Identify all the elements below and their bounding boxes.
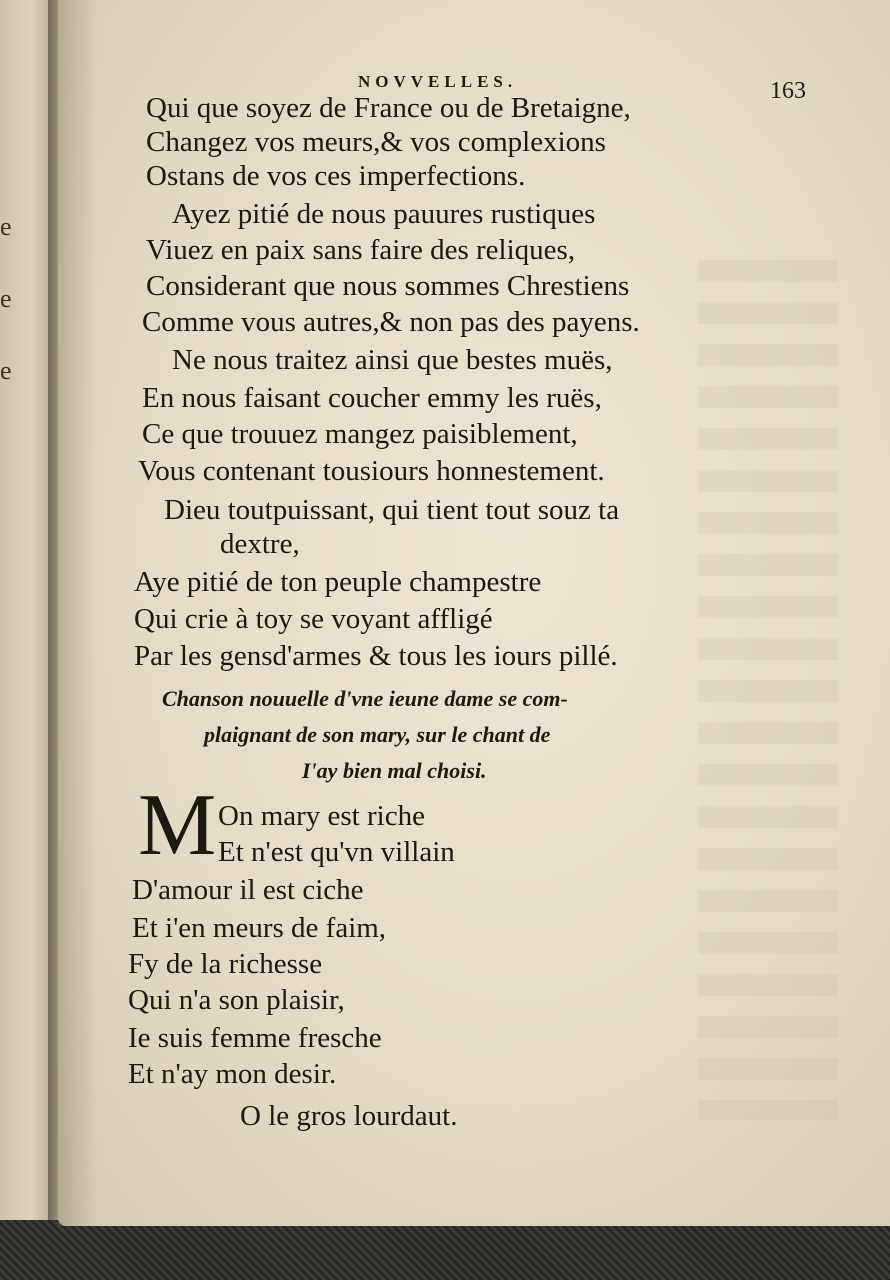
song-title-line: I'ay bien mal choisi. [302,758,487,783]
verse-line: Considerant que nous sommes Chrestiens [146,270,630,302]
song-line: D'amour il est ciche [132,874,364,906]
song-title-line: plaignant de son mary, sur le chant de [204,722,551,747]
left-page-char: e [0,284,12,313]
verse-line: Vous contenant tousiours honnestement. [138,455,605,487]
verse-line: Viuez en paix sans faire des reliques, [146,234,576,266]
verse-line: Ne nous traitez ainsi que bestes muës, [172,344,613,376]
song-line: Et n'ay mon desir. [128,1058,337,1090]
drop-cap: M [138,777,217,874]
song-line: Fy de la richesse [128,948,323,980]
verse-line: Qui crie à toy se voyant affligé [134,603,493,635]
song-title-line: Chanson nouuelle d'vne ieune dame se com- [162,686,568,711]
verse-line: Ce que trouuez mangez paisiblement, [142,418,578,450]
song-line: Et n'est qu'vn villain [218,836,455,868]
verse-line: Comme vous autres,& non pas des payens. [142,306,640,338]
song-line: On mary est riche [218,800,425,832]
verse-line: Par les gensd'armes & tous les iours pillé. [134,640,618,672]
verse-line: dextre, [220,528,300,560]
page-number: 163 [770,78,806,104]
verse-line: En nous faisant coucher emmy les ruës, [142,382,602,414]
verse-line: Ostans de vos ces imperfections. [146,160,526,192]
bleed-through-shadow [698,260,838,1120]
verse-line: Dieu toutpuissant, qui tient tout souz ta [164,494,620,526]
song-line: Qui n'a son plaisir, [128,984,345,1016]
left-page-char: e [0,212,12,241]
running-title: NOVVELLES. [358,72,518,91]
verse-line: Ayez pitié de nous pauures rustiques [172,198,596,230]
song-line: Et i'en meurs de faim, [132,912,387,944]
verse-line: Aye pitié de ton peuple champestre [134,566,542,598]
verse-line: Qui que soyez de France ou de Bretaigne, [146,92,631,124]
left-page-fragment [0,0,54,1220]
verse-line: Changez vos meurs,& vos complexions [146,126,606,158]
song-line: O le gros lourdaut. [240,1100,458,1132]
song-line: Ie suis femme fresche [128,1022,382,1054]
left-page-char: e [0,356,12,385]
